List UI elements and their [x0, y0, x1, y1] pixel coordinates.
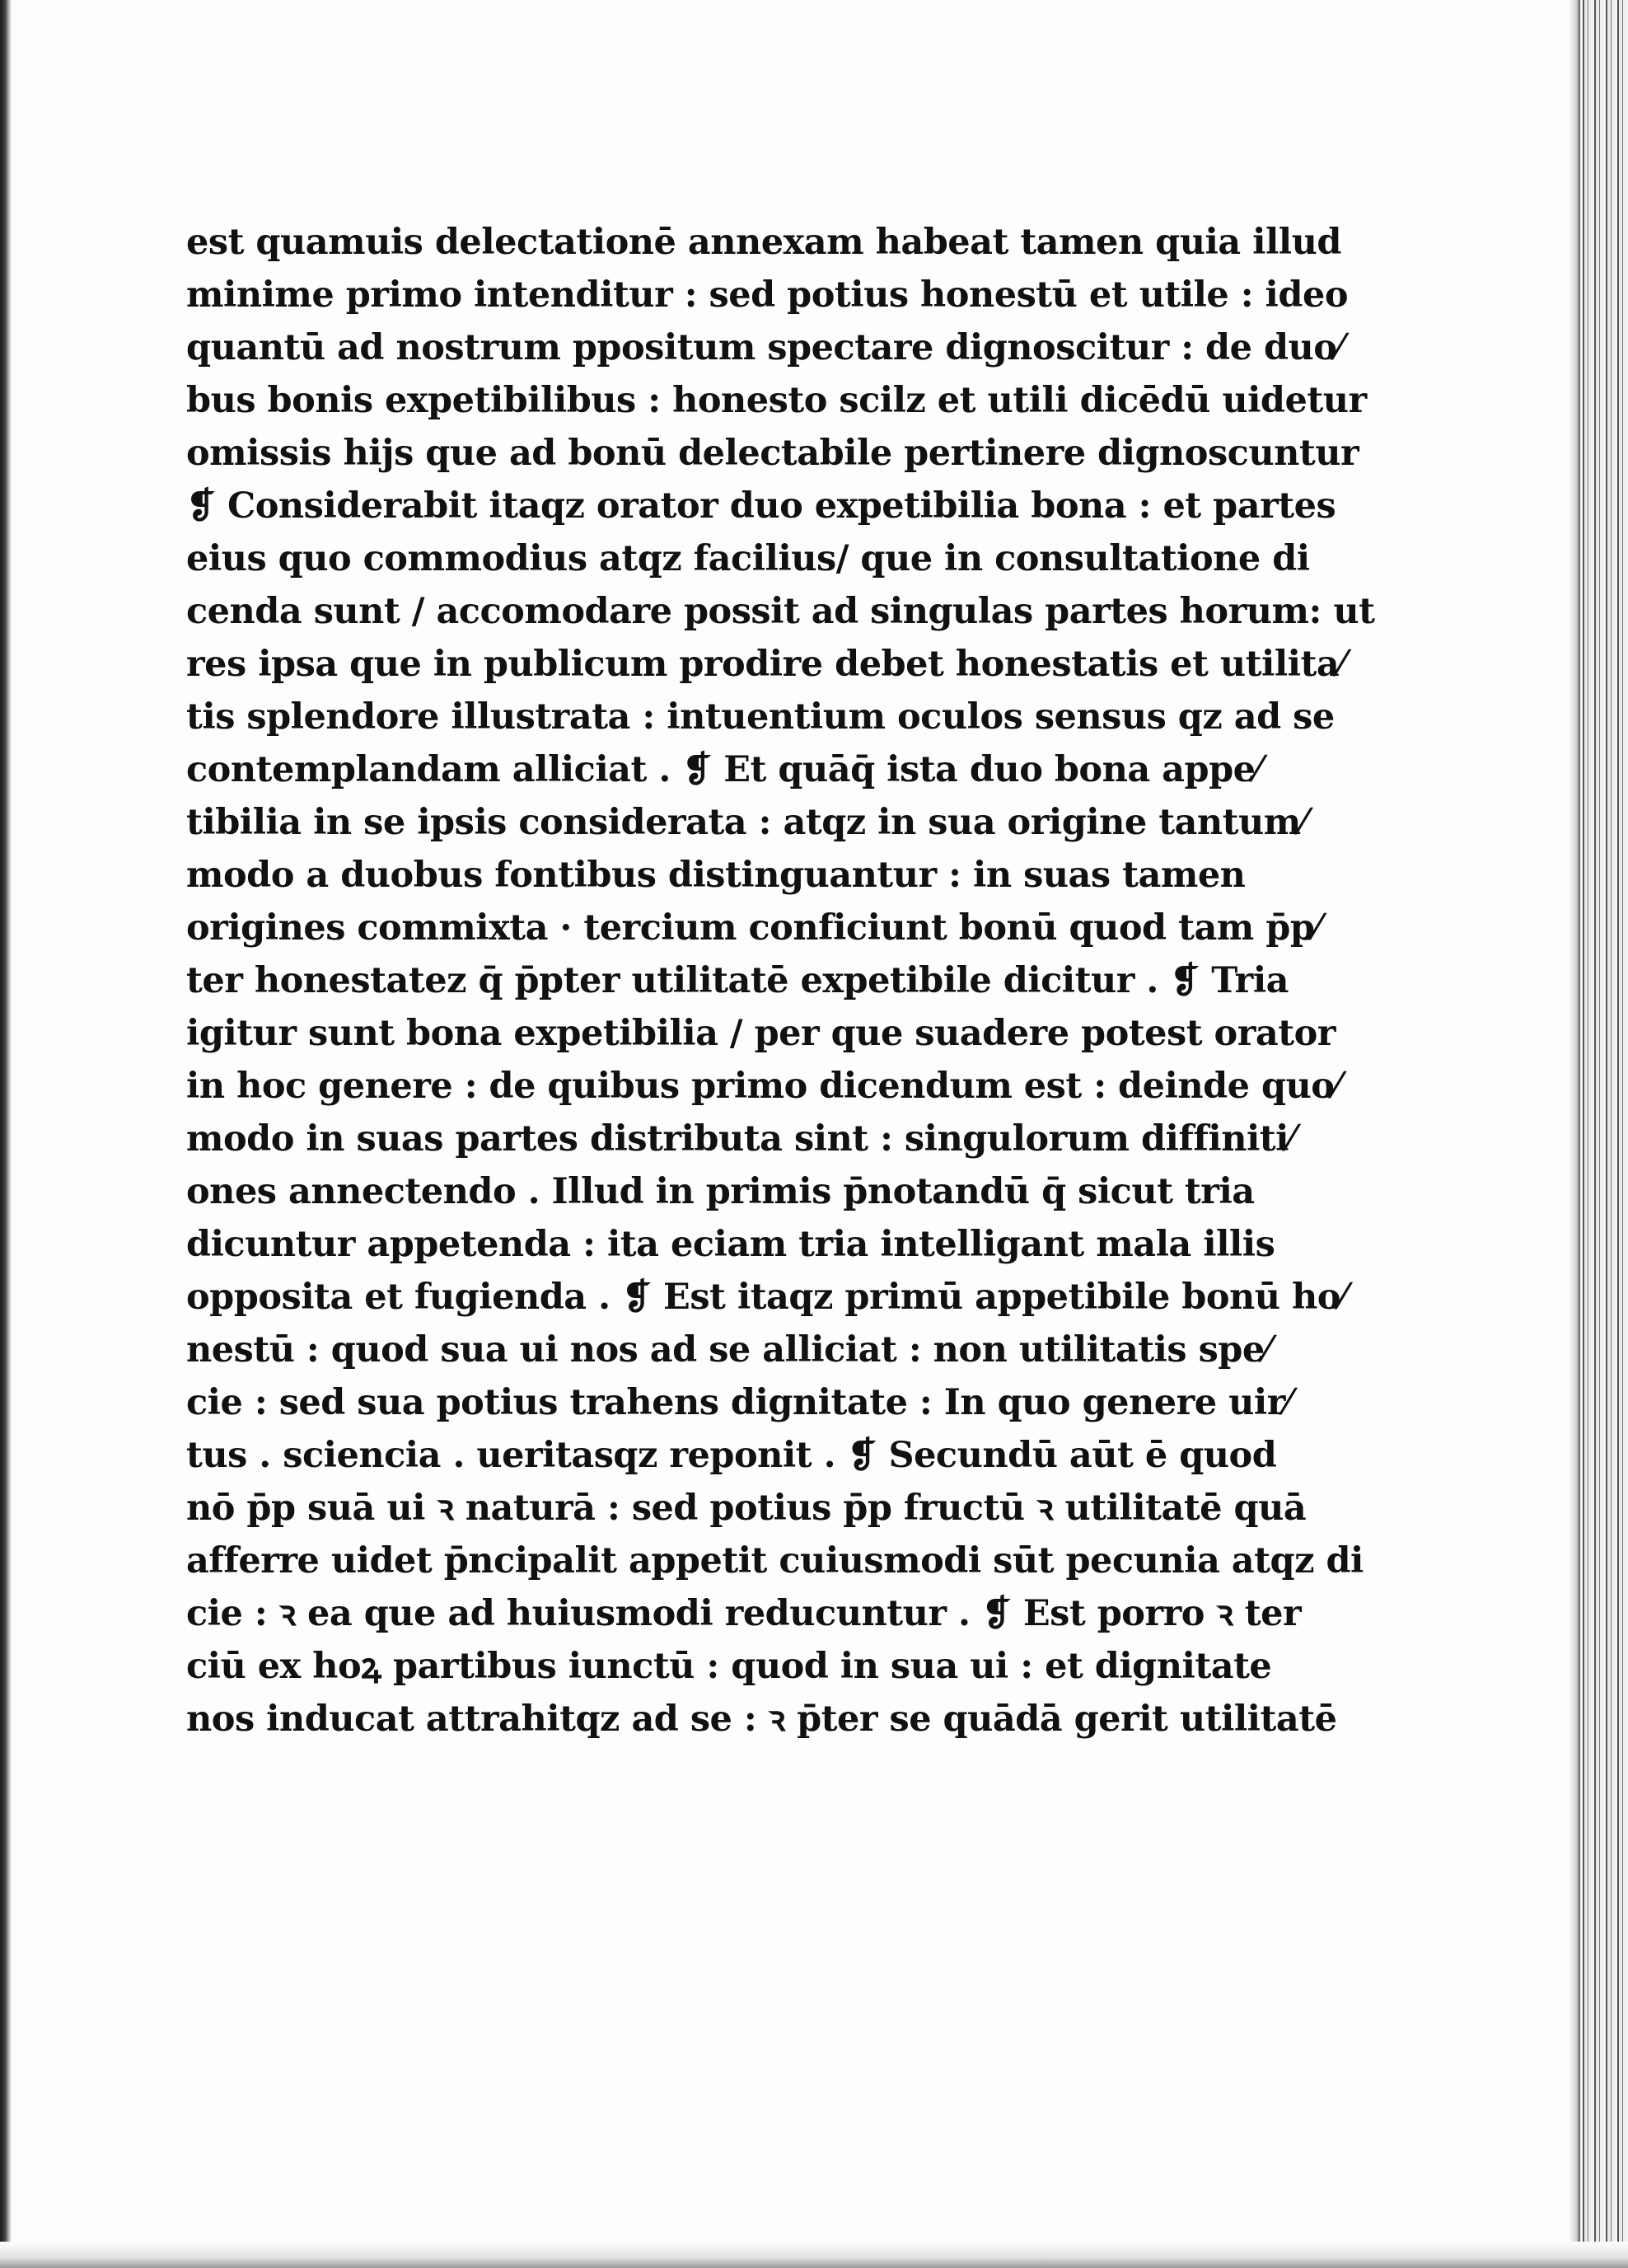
binding-edge: [0, 0, 12, 2268]
text-line: nos inducat attrahitqz ad se : ꝛ p̄ter se quādā gerit utilitatē: [186, 1699, 1337, 1740]
text-line: cie : sed sua potius trahens dignitate : In quo genere uir⁄: [186, 1382, 1291, 1423]
text-line: nestū : quod sua ui nos ad se alliciat : non utilitatis spe⁄: [186, 1329, 1270, 1371]
text-line: minime primo intenditur : sed potius honestū et utile : ideo: [186, 274, 1348, 316]
text-line: cie : ꝛ ea que ad huiusmodi reducuntur . ❡ Est porro ꝛ ter: [186, 1593, 1302, 1634]
text-line: origines commixta · tercium conficiunt bonū quod tam p̄p⁄: [186, 907, 1321, 949]
text-line: modo a duobus fontibus distinguantur : in suas tamen: [186, 855, 1246, 896]
text-line: cenda sunt / accomodare possit ad singulas partes horum: ut: [186, 591, 1375, 632]
text-line: in hoc genere : de quibus primo dicendum est : deinde quo⁄: [186, 1066, 1340, 1107]
text-line: est quamuis delectationē annexam habeat tamen quia illud: [186, 222, 1341, 263]
text-line: opposita et fugienda . ❡ Est itaqz primū appetibile bonū ho⁄: [186, 1277, 1346, 1318]
text-line: contemplandam alliciat . ❡ Et quāq̄ ista duo bona appe⁄: [186, 749, 1261, 790]
text-line: nō p̄p suā ui ꝛ naturā : sed potius p̄p fructū ꝛ utilitatē quā: [186, 1488, 1307, 1529]
text-line: ciū ex hoꝝ partibus iunctū : quod in sua ui : et dignitate: [186, 1646, 1272, 1687]
text-line: tus . sciencia . ueritasqz reponit . ❡ Secundū aūt ē quod: [186, 1435, 1277, 1476]
text-line: res ipsa que in publicum prodire debet honestatis et utilita⁄: [186, 644, 1345, 685]
text-line: igitur sunt bona expetibilia / per que suadere potest orator: [186, 1013, 1336, 1054]
text-line: ones annectendo . Illud in primis p̄notandū q̄ sicut tria: [186, 1171, 1255, 1212]
text-line: omissis hijs que ad bonū delectabile pertinere dignoscuntur: [186, 433, 1359, 474]
book-fore-edge: [1580, 0, 1628, 2268]
text-line: dicuntur appetenda : ita eciam tria intelligant mala illis: [186, 1224, 1275, 1265]
text-line: quantū ad nostrum ppositum spectare dignoscitur : de duo⁄: [186, 327, 1343, 368]
text-line: ter honestatez q̄ p̄pter utilitatē expetibile dicitur . ❡ Tria: [186, 960, 1289, 1001]
text-line: eius quo commodius atqz facilius/ que in consultatione di: [186, 538, 1310, 579]
text-line: afferre uidet p̄ncipalit appetit cuiusmodi sūt pecunia atqz di: [186, 1540, 1364, 1582]
text-line: bus bonis expetibilibus : honesto scilz et utili dicēdū uidetur: [186, 380, 1367, 421]
bottom-page-edge: [0, 2242, 1628, 2268]
text-line: modo in suas partes distributa sint : singulorum diffiniti⁄: [186, 1118, 1294, 1160]
text-line: ❡ Considerabit itaqz orator duo expetibilia bona : et partes: [186, 485, 1336, 527]
body-text-column: [186, 216, 1375, 1746]
text-line: tis splendore illustrata : intuentium oculos sensus qz ad se: [186, 696, 1335, 738]
text-line: tibilia in se ipsis considerata : atqz in sua origine tantum⁄: [186, 802, 1307, 843]
